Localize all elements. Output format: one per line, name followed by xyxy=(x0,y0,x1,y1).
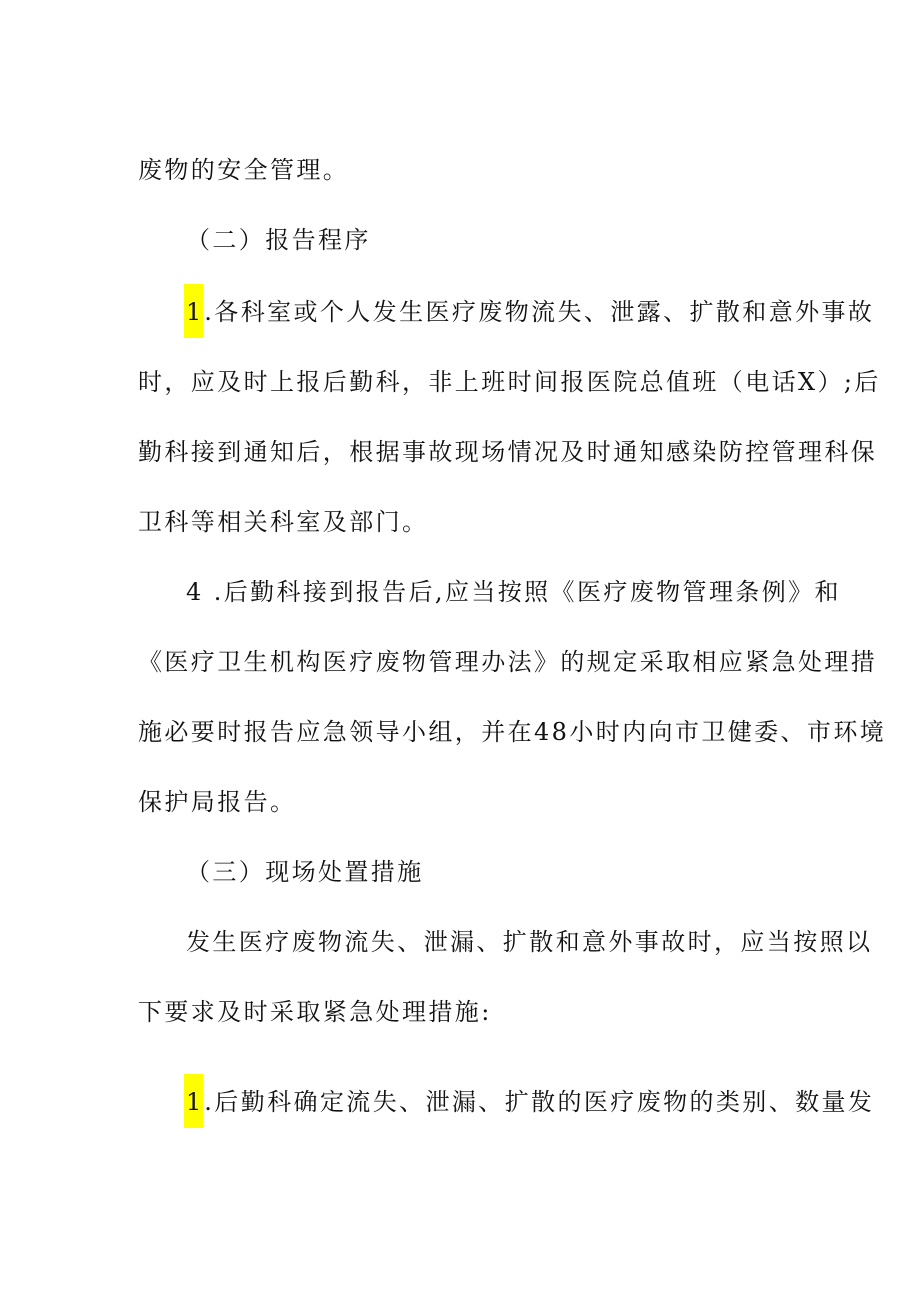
list-item-text: .后勤科确定流失、泄漏、扩散的医疗废物的类别、数量发 xyxy=(204,1088,875,1116)
highlighted-list-marker: 1 xyxy=(184,1074,203,1128)
text-line-14 xyxy=(184,1086,875,1128)
text-line-8: 《医疗卫生机构医疗废物管理办法》的规定采取相应紧急处理措 xyxy=(138,648,878,676)
section-heading-report-procedure: （二）报告程序 xyxy=(186,226,371,254)
text-line-12: 发生医疗废物流失、泄漏、扩散和意外事故时，应当按照以 xyxy=(186,928,873,956)
text-line-3 xyxy=(184,296,875,338)
list-item-text: .各科室或个人发生医疗废物流失、泄露、扩散和意外事故 xyxy=(204,298,875,326)
text-line-1: 废物的安全管理。 xyxy=(138,156,350,184)
text-line-4: 时，应及时上报后勤科，非上班时间报医院总值班（电话X）;后 xyxy=(138,368,881,396)
text-line-9: 施必要时报告应急领导小组，并在48小时内向市卫健委、市环境 xyxy=(138,718,887,746)
text-line-10: 保护局报告。 xyxy=(138,788,297,816)
text-line-13: 下要求及时采取紧急处理措施: xyxy=(138,998,492,1026)
text-line-6: 卫科等相关科室及部门。 xyxy=(138,508,429,536)
text-line-7: 4 .后勤科接到报告后,应当按照《医疗废物管理条例》和 xyxy=(186,578,841,606)
text-line-5: 勤科接到通知后，根据事故现场情况及时通知感染防控管理科保 xyxy=(138,438,878,466)
highlighted-list-marker: 1 xyxy=(184,284,203,338)
section-heading-onsite-measures: （三）现场处置措施 xyxy=(186,858,424,886)
